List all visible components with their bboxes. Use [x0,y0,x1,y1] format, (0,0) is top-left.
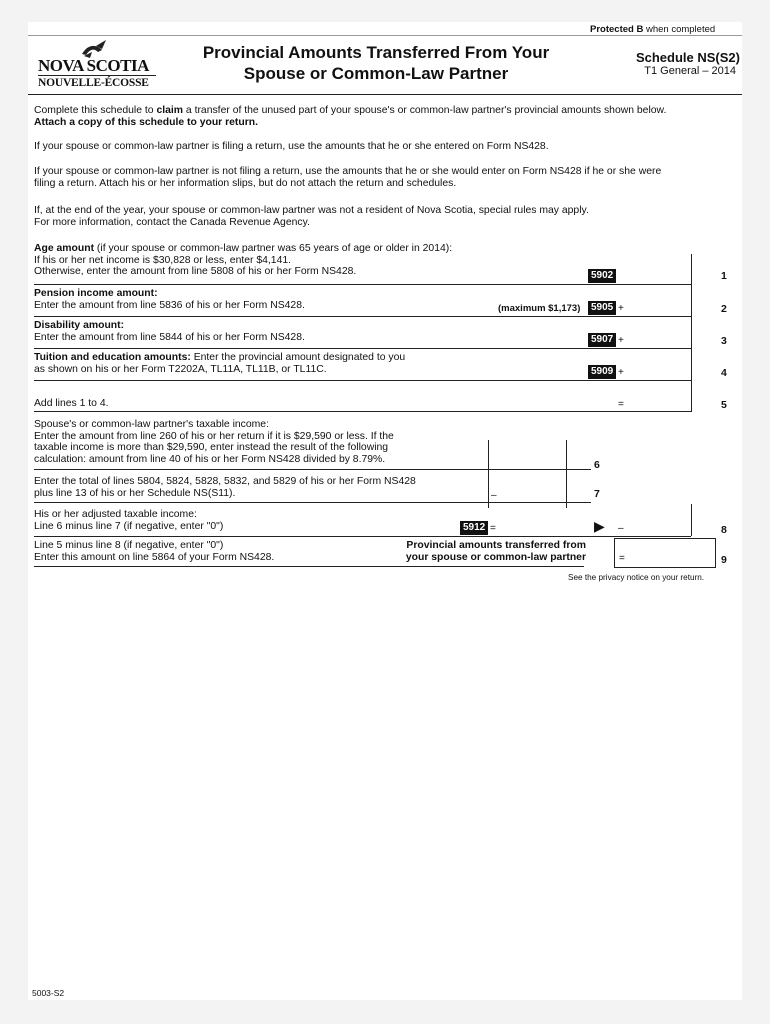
line-1-label: Age amount (if your spouse or common-law partner was 65 years of age or older in 2014): If his or her net income is $30,828 or less, enter $4,141. Otherwise, enter the amount from line 5808 of his or her Form NS428. [34,243,453,277]
pension-maximum-note: (maximum $1,173) [498,303,581,314]
intro-paragraph-3: If your spouse or common-law partner is not filing a return, use the amounts that he or she would enter on Form NS428 if he or she were filing a return. Attach his or her information slips, but do not attach the return and schedules. [34,166,662,189]
intro-paragraph-1: Complete this schedule to claim a transfer of the unused part of your spouse's or common-law partner's provincial amounts shown below. Attach a copy of this schedule to your return. [34,105,667,128]
intro-paragraph-4: If, at the end of the year, your spouse or common-law partner was not a resident of Nova Scotia, special rules may apply. For more information, contact the Canada Revenue Agency. [34,205,589,228]
line-9-total-label: Provincial amounts transferred from your spouse or common-law partner [405,540,586,563]
line-9-total-box[interactable] [614,538,716,568]
line-3-amount-field[interactable] [626,331,691,347]
line-code-5905: 5905 [588,301,616,315]
line-4-amount-field[interactable] [626,363,691,379]
line-6-label: Spouse's or common-law partner's taxable income: Enter the amount from line 260 of his or her return if it is $29,590 or less. If the taxable income is more than $29,590, enter instead the result of the following calculation: amount from line 40 of his or her Form NS428 divided by 8.79%. [34,419,394,465]
form-id: 5003-S2 [32,988,65,998]
line-code-5909: 5909 [588,365,616,379]
line-5-label: Add lines 1 to 4. [34,398,109,409]
arrow-right-icon: ▶ [594,518,605,534]
line-3-label: Disability amount: Enter the amount from line 5844 of his or her Form NS428. [34,320,305,343]
minus-sign: – [618,523,624,534]
line-1-amount-field[interactable] [619,267,691,283]
schedule-id: Schedule NS(S2) [635,50,740,65]
line-number-9: 9 [721,554,727,566]
minus-sign: – [491,490,497,501]
line-5-amount-field[interactable] [626,394,691,410]
nova-scotia-logo [36,40,156,88]
line-number-5: 5 [721,399,727,411]
equals-sign: = [619,553,625,564]
equals-sign: = [618,399,624,410]
line-7-amount-field[interactable] [498,486,565,502]
line-number-2: 2 [721,303,727,315]
line-number-4: 4 [721,367,727,379]
line-4-label: Tuition and education amounts: Enter the provincial amount designated to you as shown on his or her Form T2202A, TL11A, TL11B, or TL11C. [34,352,406,375]
form-subtitle: T1 General – 2014 [644,65,736,77]
plus-sign: + [618,367,624,378]
line-8-amount-field[interactable] [498,519,565,535]
protected-notice: Protected B when completed [590,24,716,35]
line-number-6: 6 [594,459,600,471]
line-code-5907: 5907 [588,333,616,347]
form-page [28,22,742,1000]
line-code-5902: 5902 [588,269,616,283]
line-2-amount-field[interactable] [626,299,691,315]
line-code-5912: 5912 [460,521,488,535]
line-number-3: 3 [721,335,727,347]
line-9-label: Line 5 minus line 8 (if negative, enter "0") Enter this amount on line 5864 of your Form NS428. [34,540,275,563]
line-number-8: 8 [721,524,727,536]
line-2-label: Pension income amount: Enter the amount from line 5836 of his or her Form NS428. [34,288,305,311]
line-number-1: 1 [721,270,727,282]
intro-paragraph-2: If your spouse or common-law partner is filing a return, use the amounts that he or she entered on Form NS428. [34,141,549,152]
line-6-amount-field[interactable] [490,452,565,468]
page-title: Provincial Amounts Transferred From Your Spouse or Common-Law Partner [202,43,550,83]
plus-sign: + [618,335,624,346]
line-7-label: Enter the total of lines 5804, 5824, 5828, 5832, and 5829 of his or her Form NS428 plus line 13 of his or her Schedule NS(S11). [34,476,416,499]
line-number-7: 7 [594,488,600,500]
equals-sign: = [490,523,496,534]
line-8-label: His or her adjusted taxable income: Line 6 minus line 7 (if negative, enter "0") [34,509,224,532]
privacy-notice: See the privacy notice on your return. [568,573,705,582]
line-8-right-amount-field[interactable] [626,519,691,535]
plus-sign: + [618,303,624,314]
logo-subtext: NOUVELLE-ÉCOSSE [38,77,149,89]
logo-text: NOVA SCOTIA [38,56,149,75]
